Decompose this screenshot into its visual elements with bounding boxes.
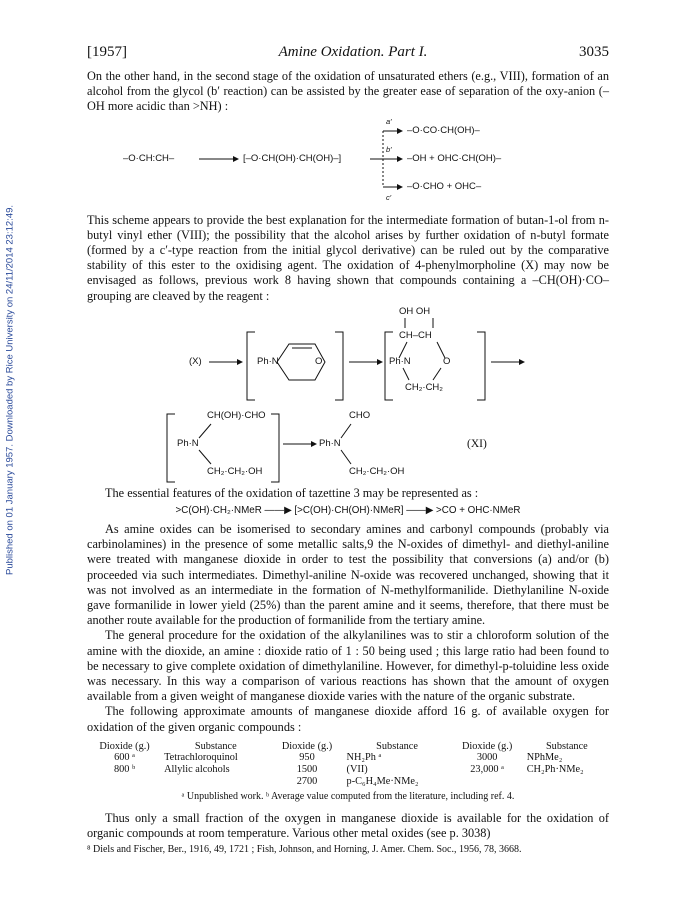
- table-row: [87, 764, 609, 776]
- table-cell: NH₂Ph ᵃ: [346, 751, 382, 763]
- table-header: Dioxide (g.): [99, 740, 150, 752]
- scheme2-ch2ch2: CH₂·CH₂: [405, 381, 443, 393]
- paragraph-3: The essential features of the oxidation of tazettine 3 may be represented as :: [105, 485, 479, 500]
- scheme2-choh-cho: CH(OH)·CHO: [207, 409, 266, 421]
- table-cell: [525, 776, 609, 788]
- table-cell: p-C₆H₄Me·NMe₂: [346, 775, 419, 787]
- table-header: Dioxide (g.): [461, 740, 513, 752]
- scheme1-label-c: c′: [386, 192, 392, 202]
- header-page-number: 3035: [578, 44, 609, 60]
- scheme1-product-c: –O·CHO + OHC–: [407, 180, 482, 192]
- reaction-scheme-1: [87, 117, 609, 209]
- table-cell: 950: [299, 751, 315, 763]
- scheme1-start: –O·CH:CH–: [123, 152, 175, 164]
- scheme1-middle: [–O·CH(OH)·CH(OH)–]: [243, 152, 342, 164]
- scheme2-phn-4: Ph·N: [319, 437, 341, 449]
- table-cell: Tetrachloroquinol: [164, 751, 238, 763]
- paragraph-4: As amine oxides can be isomerised to secondary amines and carbonyl compounds (probably via carbinolamines) in the presence of some metallic salts,9 the N-oxides of dimethyl- and diethyl-aniline were treated with manganese dioxide in order to test the possibility that conversions (a) and/or (b) proceeded via such intermediates. Dimethyl-aniline N-oxide was recovered unchanged, showing that it was not involved as an intermediate in the formation of N-methylformanilide. Diethylaniline N-oxide gave formanilide in lower yield (25%) than the parent amine and it seems, therefore, that there must be another route available for the production of formanilide from the tertiary amine.: [87, 522, 609, 628]
- scheme2-phn-3: Ph·N: [177, 437, 199, 449]
- paragraph-5: The general procedure for the oxidation of the alkylanilines was to stir a chloroform solution of the amine with the dioxide, an amine : dioxide ratio of 1 : 50 being used ; this large ratio had been found to be necessary to give complete oxidation of dimethylaniline. However, for dimethyl-p-toluidine less oxide was necessary. In this way a comparison of various reactions has shown that the amount of oxygen available from a given weight of manganese dioxide varies with the nature of the organic substrate.: [87, 628, 609, 704]
- scheme1-label-a: a′: [386, 116, 392, 126]
- page-header: [87, 44, 609, 61]
- scheme2-phn-2: Ph·N: [389, 355, 411, 367]
- scheme2-o-1: O: [315, 355, 323, 367]
- table-row: [87, 752, 609, 764]
- table-cell: (VII): [346, 763, 368, 775]
- table-cell: [162, 776, 269, 788]
- publication-sidebar: [2, 160, 18, 620]
- scheme2-chch: CH–CH: [399, 329, 432, 341]
- table-row: [87, 776, 609, 788]
- scheme2-label-x: (X): [189, 355, 202, 367]
- reaction-scheme-2: [87, 304, 609, 486]
- dioxide-table: [87, 741, 609, 788]
- footnote: ⁸ Diels and Fischer, Ber., 1916, 49, 1721 ; Fish, Johnson, and Horning, J. Amer. Chem. Soc., 1956, 78, 3668.: [87, 844, 522, 856]
- paragraph-2: This scheme appears to provide the best explanation for the intermediate formation of butan-1-ol from n-butyl vinyl ether (VIII); the possibility that the alcohol arises by further oxidation of n-butyl formate (formed by a c′-type reaction from the initial glycol derivative) can be ruled out by the comparative stability of this ester to the oxidising agent. The oxidation of 4-phenylmorpholine (X) may now be envisaged as follows, previous work 8 having shown that compounds containing a –CH(OH)·CO– grouping are cleaved by the reagent :: [87, 212, 609, 303]
- table-header: Substance: [194, 740, 237, 752]
- scheme2-ohoh: OH OH: [399, 305, 431, 317]
- table-cell: 1500: [296, 763, 318, 775]
- header-year: [1957]: [87, 44, 127, 60]
- table-cell: 800 ᵇ: [113, 763, 136, 775]
- table-cell: 600 ᵃ: [114, 751, 135, 763]
- table-header: Substance: [376, 740, 418, 752]
- table-header: Dioxide (g.): [281, 740, 333, 752]
- paragraph-7: Thus only a small fraction of the oxygen in manganese dioxide is available for the oxidation of organic compounds at room temperature. Various other metal oxides (see p. 3038): [87, 810, 609, 841]
- tazettine-equation: >C(OH)·CH₂·NMeR ——▶ [>C(OH)·CH(OH)·NMeR] ——▶ >CO + OHC·NMeR: [175, 505, 521, 517]
- table-header-row: [87, 741, 609, 752]
- table-cell: 3000: [476, 751, 498, 763]
- page: [87, 44, 609, 856]
- scheme2-o-2: O: [443, 355, 451, 367]
- scheme2-cho: CHO: [349, 409, 371, 421]
- table-cell: [87, 776, 162, 788]
- scheme2-ch2ch2oh-2: CH₂·CH₂·OH: [349, 465, 405, 477]
- scheme2-drawing: [87, 304, 609, 486]
- table-cell: [450, 776, 525, 788]
- scheme1-label-b: b′: [386, 144, 392, 154]
- table-cell: Allylic alcohols: [164, 763, 230, 775]
- paragraph-6: The following approximate amounts of manganese dioxide afford 16 g. of available oxygen for oxidation of the given organic compounds :: [87, 704, 609, 734]
- scheme2-ch2ch2oh-1: CH₂·CH₂·OH: [207, 465, 263, 477]
- scheme1-product-a: –O·CO·CH(OH)–: [407, 124, 480, 136]
- table-cell: 2700: [296, 775, 318, 787]
- scheme2-label-xi: (XI): [467, 437, 487, 450]
- table-note: ᵃ Unpublished work. ᵇ Average value computed from the literature, including ref. 4.: [181, 790, 515, 802]
- table-cell: NPhMe₂: [526, 751, 563, 763]
- table-cell: 23,000 ᵃ: [470, 763, 504, 775]
- header-title: Amine Oxidation. Part I.: [278, 44, 428, 60]
- paragraph-1: On the other hand, in the second stage of the oxidation of unsaturated ethers (e.g., VIII), formation of an alcohol from the glycol (b′ reaction) can be assisted by the greater ease of separation of the oxy-anion (–OH more acidic than >NH) :: [87, 69, 609, 114]
- table-cell: CH₂Ph·NMe₂: [526, 763, 584, 775]
- publication-notice: Published on 01 January 1957. Downloaded by Rice University on 24/11/2014 23:12:49.: [4, 204, 16, 576]
- table-header: Substance: [545, 740, 588, 752]
- scheme2-phn-1: Ph·N: [257, 355, 279, 367]
- scheme1-product-b: –OH + OHC·CH(OH)–: [407, 152, 502, 164]
